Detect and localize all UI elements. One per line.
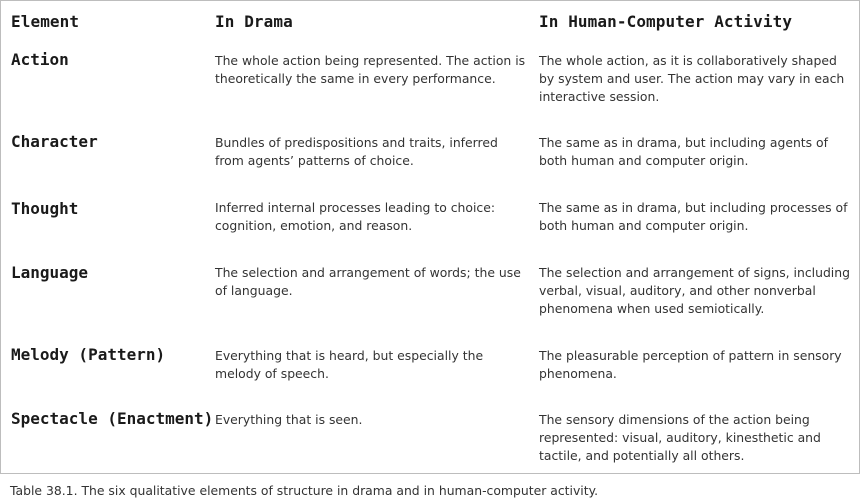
row-label-melody: Melody (Pattern) (11, 345, 166, 364)
row-label-language: Language (11, 263, 89, 282)
table-caption: Table 38.1. The six qualitative elements of structure in drama and in human-computer activity. (10, 483, 599, 498)
cell-character-hci: The same as in drama, but including agents of both human and computer origin. (539, 135, 828, 168)
header-element: Element (11, 12, 80, 31)
cell-melody-hci: The pleasurable perception of pattern in sensory phenomena. (539, 348, 842, 381)
header-in-hci: In Human-Computer Activity (539, 12, 793, 31)
cell-melody-drama: Everything that is heard, but especially the melody of speech. (215, 348, 484, 381)
header-in-drama: In Drama (215, 12, 293, 31)
cell-character-drama: Bundles of predispositions and traits, inferred from agents’ patterns of choice. (215, 135, 498, 168)
cell-language-drama: The selection and arrangement of words; the use of language. (215, 265, 521, 298)
cell-spectacle-hci: The sensory dimensions of the action being represented: visual, auditory, kinesthetic and tactile, and potentially all others. (539, 412, 821, 463)
row-label-spectacle: Spectacle (Enactment) (11, 409, 214, 428)
cell-spectacle-drama: Everything that is seen. (215, 412, 363, 427)
cell-action-hci: The whole action, as it is collaboratively shaped by system and user. The action may vary in each interactive session. (539, 53, 845, 104)
cell-language-hci: The selection and arrangement of signs, including verbal, visual, auditory, and other nonverbal phenomena when used semiotically. (539, 265, 850, 316)
row-label-thought: Thought (11, 199, 79, 218)
row-label-action: Action (11, 50, 69, 69)
cell-action-drama: The whole action being represented. The action is theoretically the same in every performance. (215, 53, 526, 86)
row-label-character: Character (11, 132, 98, 151)
cell-thought-hci: The same as in drama, but including processes of both human and computer origin. (539, 200, 848, 233)
cell-thought-drama: Inferred internal processes leading to choice: cognition, emotion, and reason. (215, 200, 496, 233)
